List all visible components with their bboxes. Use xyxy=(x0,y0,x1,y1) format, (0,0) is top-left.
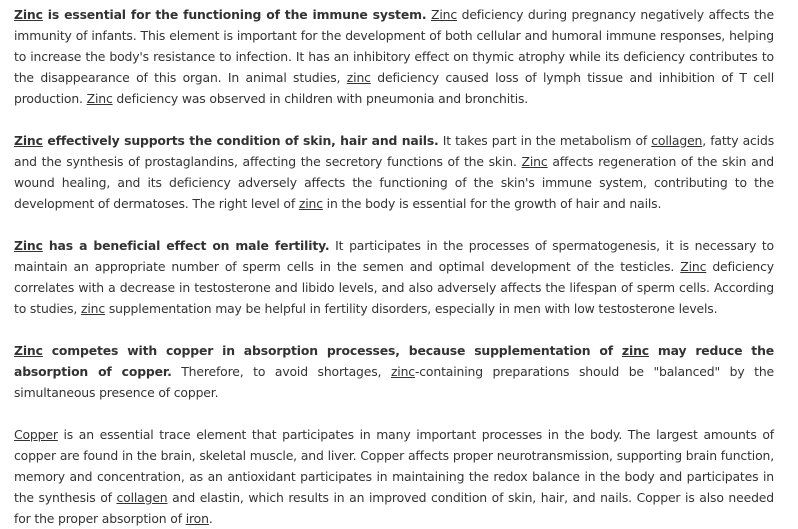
term-link-zinc[interactable]: Zinc xyxy=(86,91,113,106)
term-link-collagen[interactable]: collagen xyxy=(116,490,168,505)
term-link-zinc[interactable]: Zinc xyxy=(14,238,43,253)
body-text: It takes part in the metabolism of xyxy=(438,133,652,148)
term-link-zinc[interactable]: zinc xyxy=(298,196,323,211)
term-link-copper[interactable]: Copper xyxy=(14,427,58,442)
lead-sentence: may reduce the absorption of copper. xyxy=(14,343,775,379)
body-text: It participates in the processes of spermatogenesis, it is necessary to maintain an appropriate number of sperm cells in the semen and optimal development of the testicles. xyxy=(14,238,774,274)
body-text: in the body is essential for the growth of hair and nails. xyxy=(322,196,662,211)
lead-sentence: is essential for the functioning of the immune system. xyxy=(42,7,427,22)
paragraph-copper xyxy=(14,424,774,529)
term-link-zinc[interactable]: zinc xyxy=(390,364,415,379)
body-text: and elastin, which results in an improved condition of skin, hair, and nails. Copper is also needed for the proper absorption of xyxy=(14,490,774,526)
paragraph-zinc-male-fertility xyxy=(14,235,774,319)
term-link-zinc[interactable]: Zinc xyxy=(14,343,43,358)
term-link-zinc[interactable]: Zinc xyxy=(14,7,43,22)
body-text: deficiency during pregnancy negatively affects the immunity of infants. This element is important for the development of both cellular and humoral immune responses, helping to increase the body's resistance to infection. It has an inhibitory effect on thymic atrophy while its deficiency contributes to the disappearance of this organ. In animal studies, xyxy=(14,7,774,85)
body-text: supplementation may be helpful in fertility disorders, especially in men with low testosterone levels. xyxy=(105,301,718,316)
term-link-zinc[interactable]: Zinc xyxy=(14,133,43,148)
term-link-zinc[interactable]: zinc xyxy=(621,343,649,358)
term-link-zinc[interactable]: Zinc xyxy=(431,7,457,22)
term-link-zinc[interactable]: Zinc xyxy=(680,259,707,274)
body-text: deficiency caused loss of lymph tissue and inhibition of T cell production. xyxy=(14,70,774,106)
body-text: deficiency correlates with a decrease in testosterone and libido levels, and also adversely affects the lifespan of sperm cells. According to studies, xyxy=(14,259,774,316)
body-text: deficiency was observed in children with pneumonia and bronchitis. xyxy=(112,91,529,106)
body-text: , fatty acids and the synthesis of prostaglandins, affecting the secretory functions of the skin. xyxy=(14,133,774,169)
lead-sentence: effectively supports the condition of skin, hair and nails. xyxy=(42,133,439,148)
term-link-zinc[interactable]: zinc xyxy=(346,70,371,85)
term-link-collagen[interactable]: collagen xyxy=(651,133,703,148)
paragraph-zinc-immune xyxy=(14,4,774,109)
paragraph-zinc-skin-hair-nails xyxy=(14,130,774,214)
body-text: is an essential trace element that participates in many important processes in the body. The largest amounts of copper are found in the brain, skeletal muscle, and liver. Copper affects proper neurotransmission, supporting brain function, memory and concentration, as an antioxidant participates in maintaining the redox balance in the body and participates in the synthesis of xyxy=(14,427,774,505)
term-link-zinc[interactable]: Zinc xyxy=(521,154,548,169)
term-link-zinc[interactable]: zinc xyxy=(81,301,106,316)
lead-sentence: competes with copper in absorption processes, because supplementation of xyxy=(42,343,622,358)
body-text: -containing preparations should be "balanced" by the simultaneous presence of copper. xyxy=(14,364,774,400)
lead-sentence: has a beneficial effect on male fertility. xyxy=(42,238,330,253)
body-text: affects regeneration of the skin and wound healing, and its deficiency adversely affects the functioning of the skin's immune system, contributing to the development of dermatoses. The right level of xyxy=(14,154,774,211)
body-text: Therefore, to avoid shortages, xyxy=(171,364,391,379)
body-text: . xyxy=(208,511,213,526)
paragraph-zinc-copper-competition xyxy=(14,340,774,403)
term-link-iron[interactable]: iron xyxy=(185,511,209,526)
